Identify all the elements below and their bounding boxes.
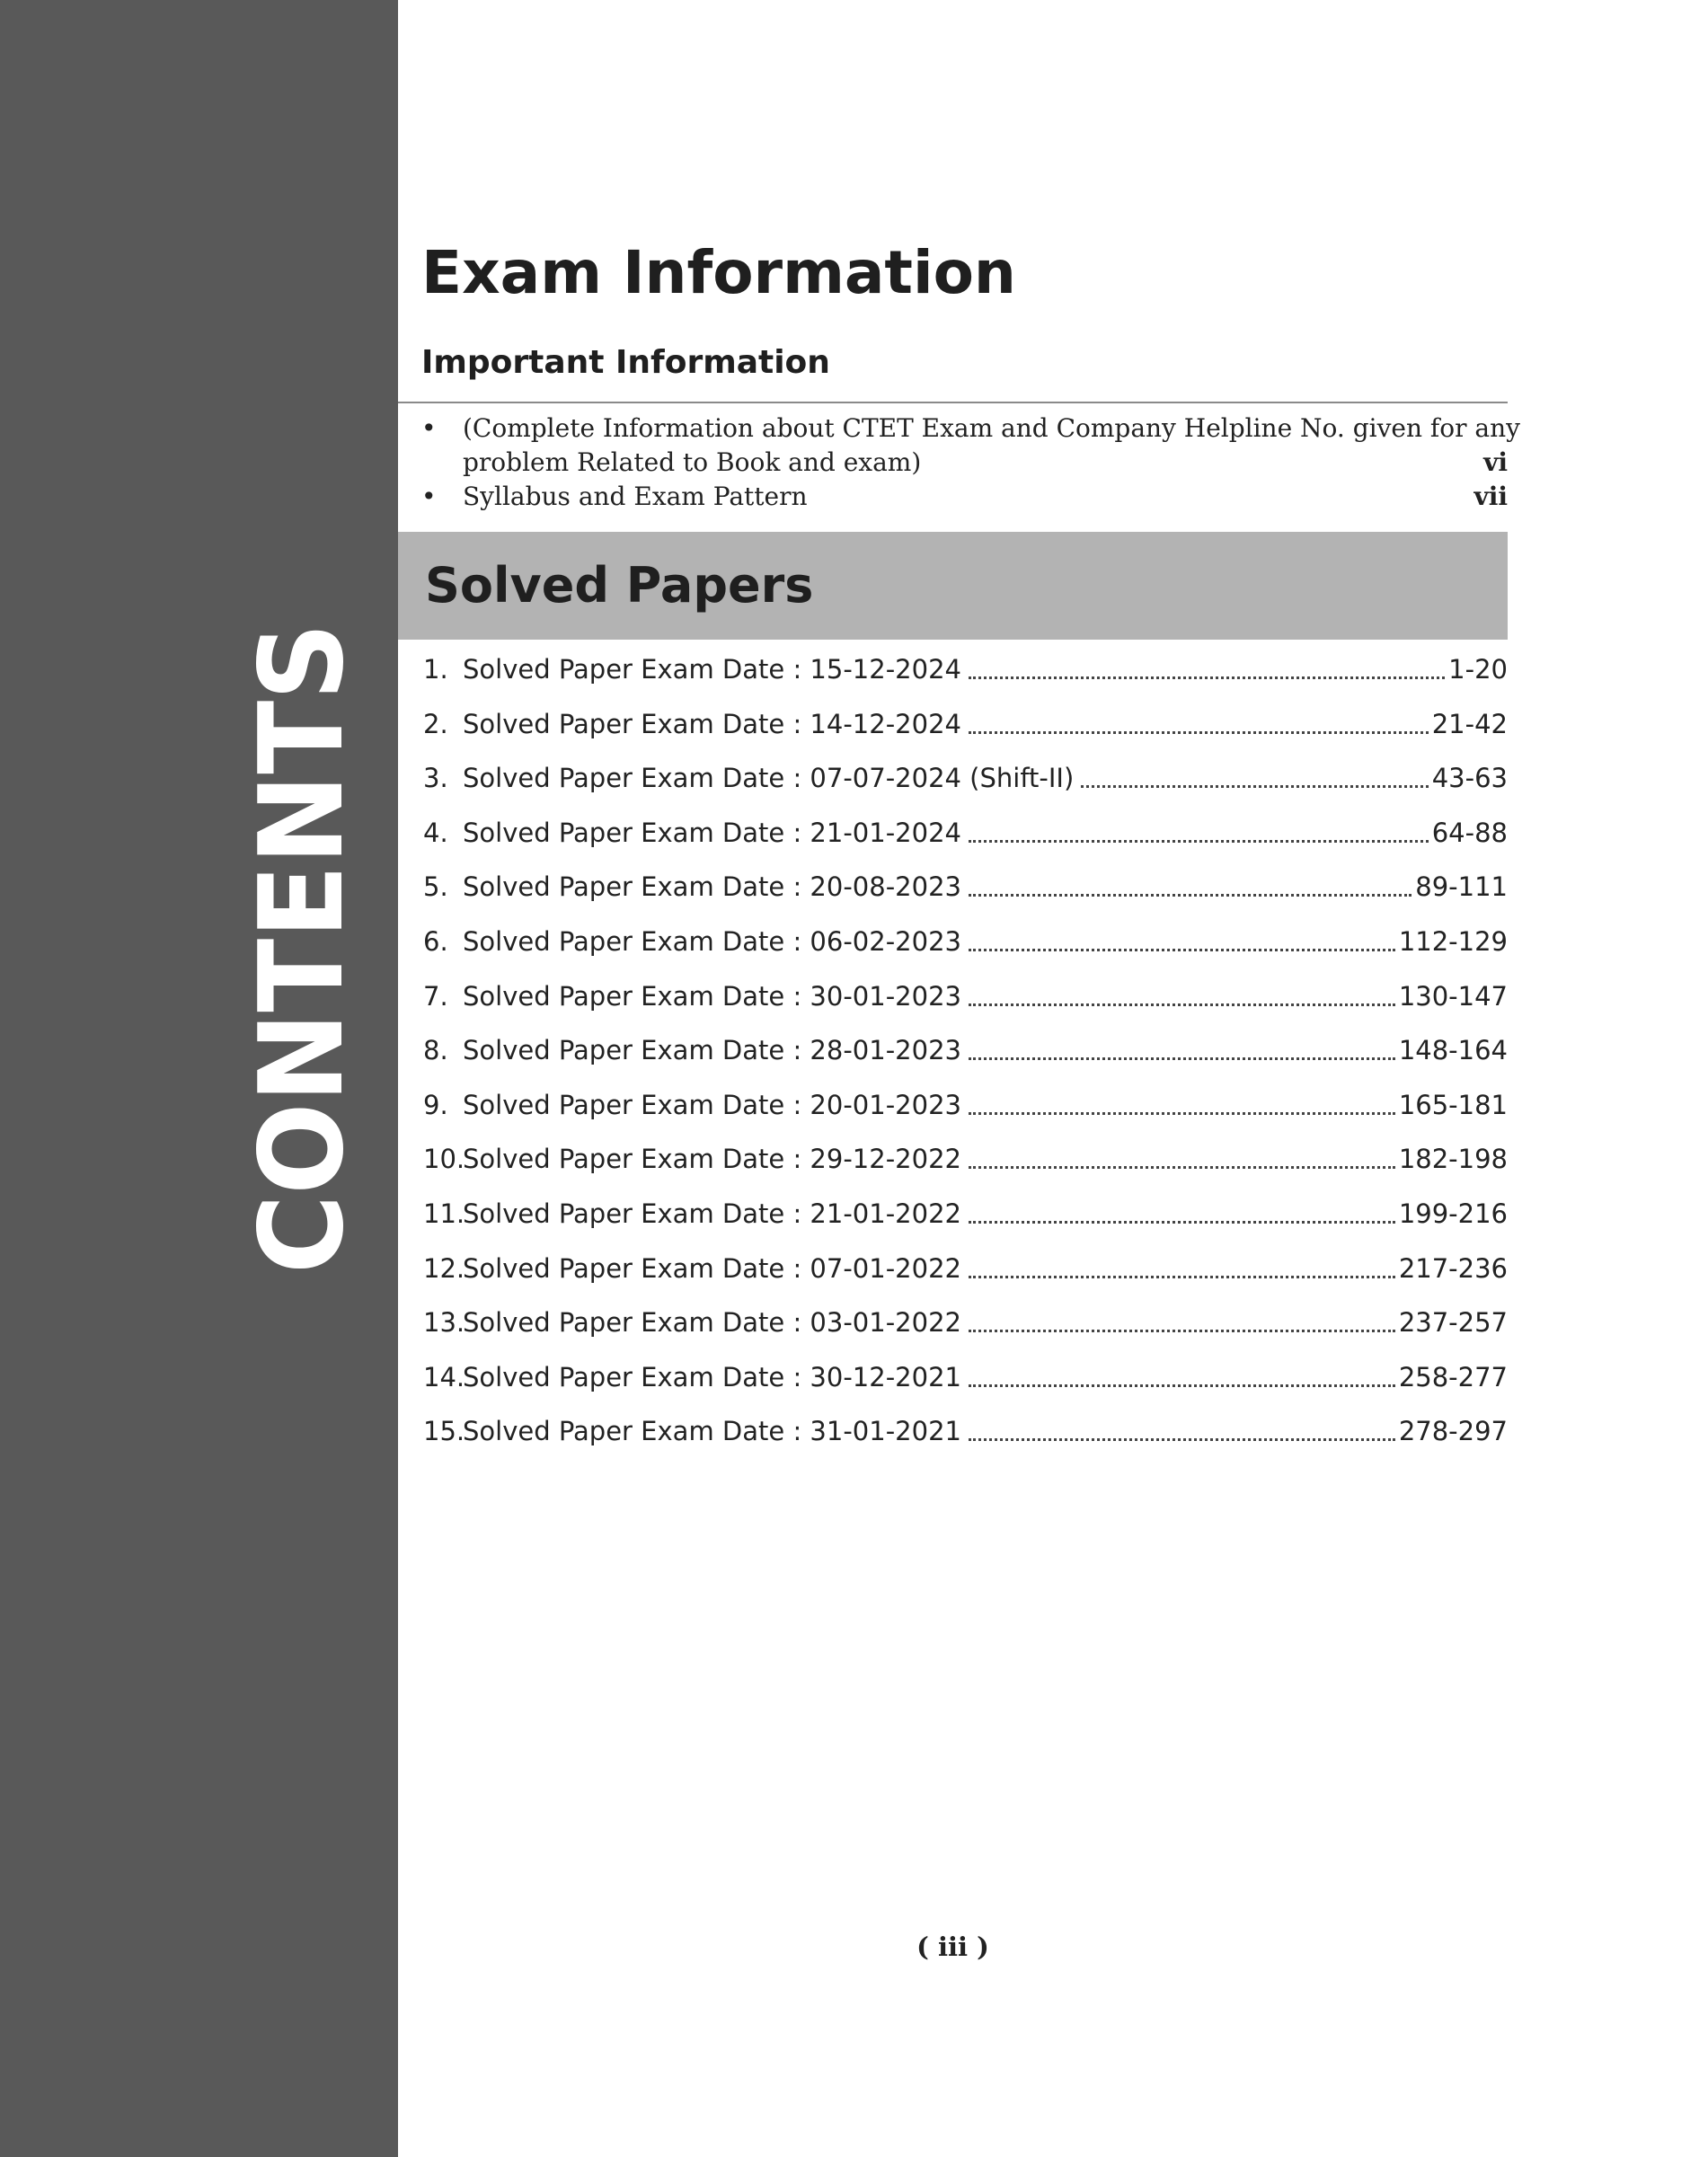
toc-entry-body	[463, 867, 1508, 906]
toc-entry-body	[463, 1303, 1508, 1342]
toc-entry-number: 2.	[423, 709, 448, 739]
toc-entry-label: Solved Paper Exam Date : 07-01-2022	[463, 1253, 961, 1284]
toc-entry-pages: 43-63	[1431, 763, 1508, 793]
toc-entry-body	[463, 1249, 1508, 1288]
exam-information-heading: Exam Information	[421, 238, 1016, 307]
toc-entry-body	[463, 704, 1508, 744]
dot-leader	[969, 1000, 1395, 1006]
dot-leader	[969, 1326, 1395, 1332]
toc-entry-pages: 130-147	[1398, 981, 1508, 1012]
solved-papers-band	[398, 532, 1508, 640]
toc-entry[interactable]	[398, 1085, 1508, 1125]
bullet-icon: •	[421, 482, 437, 511]
toc-entry-label: Solved Paper Exam Date : 07-07-2024 (Shift-II)	[463, 763, 1075, 793]
toc-entry-number: 11.	[423, 1198, 465, 1229]
toc-entry-body	[463, 1085, 1508, 1125]
toc-entry-number: 8.	[423, 1035, 448, 1065]
dot-leader	[969, 1054, 1395, 1060]
toc-entry-number: 13.	[423, 1307, 465, 1338]
dot-leader	[969, 728, 1429, 734]
dot-leader	[969, 1381, 1395, 1387]
important-information-heading: Important Information	[421, 344, 830, 381]
dot-leader	[969, 890, 1412, 897]
toc-entry-label: Solved Paper Exam Date : 14-12-2024	[463, 709, 961, 739]
toc-entry-label: Solved Paper Exam Date : 28-01-2023	[463, 1035, 961, 1065]
toc-entry-number: 1.	[423, 654, 448, 685]
toc-entry-pages: 89-111	[1415, 871, 1508, 902]
toc-entry-body	[463, 813, 1508, 853]
dot-leader	[969, 1217, 1395, 1224]
toc-entry-number: 14.	[423, 1362, 465, 1392]
toc-entry[interactable]	[398, 758, 1508, 798]
toc-entry-body	[463, 650, 1508, 689]
toc-entry-label: Solved Paper Exam Date : 03-01-2022	[463, 1307, 961, 1338]
list-item-continuation	[398, 446, 1508, 480]
toc-entry-label: Solved Paper Exam Date : 21-01-2022	[463, 1198, 961, 1229]
page-number: ( iii )	[916, 1932, 989, 1962]
toc-entry-body	[463, 1194, 1508, 1233]
toc-entry-pages: 165-181	[1398, 1090, 1508, 1120]
toc-entry-pages: 217-236	[1398, 1253, 1508, 1284]
toc-entry-number: 5.	[423, 871, 448, 902]
info-item-text: problem Related to Book and exam)	[463, 447, 922, 477]
toc-entry-body	[463, 1411, 1508, 1451]
toc-entry-number: 15.	[423, 1416, 465, 1446]
contents-vertical-title: CONTENTS	[235, 580, 369, 1274]
toc-entry-label: Solved Paper Exam Date : 20-01-2023	[463, 1090, 961, 1120]
toc-entry-number: 7.	[423, 981, 448, 1012]
toc-entry-pages: 258-277	[1398, 1362, 1508, 1392]
dot-leader	[969, 1435, 1395, 1441]
toc-entry-label: Solved Paper Exam Date : 29-12-2022	[463, 1144, 961, 1174]
toc-entry-pages: 182-198	[1398, 1144, 1508, 1174]
list-item	[398, 411, 1520, 446]
dot-leader	[1081, 782, 1428, 788]
toc-entry[interactable]	[398, 1303, 1508, 1342]
toc-entry-body	[463, 977, 1508, 1016]
toc-entry-pages: 199-216	[1398, 1198, 1508, 1229]
toc-entry[interactable]	[398, 1249, 1508, 1288]
toc-entry-body	[463, 1030, 1508, 1070]
toc-entry-pages: 64-88	[1431, 818, 1508, 848]
section-divider	[398, 402, 1508, 403]
toc-entry-pages: 112-129	[1398, 926, 1508, 957]
toc-entry-body	[463, 1357, 1508, 1397]
toc-entry-label: Solved Paper Exam Date : 30-12-2021	[463, 1362, 961, 1392]
toc-entry-pages: 237-257	[1398, 1307, 1508, 1338]
info-item-page: vii	[1473, 482, 1508, 511]
toc-entry[interactable]	[398, 867, 1508, 906]
toc-entry[interactable]	[398, 1194, 1508, 1233]
toc-entry-label: Solved Paper Exam Date : 21-01-2024	[463, 818, 961, 848]
toc-entry-label: Solved Paper Exam Date : 31-01-2021	[463, 1416, 961, 1446]
toc-entry-number: 4.	[423, 818, 448, 848]
toc-entry-pages: 278-297	[1398, 1416, 1508, 1446]
toc-entry-label: Solved Paper Exam Date : 15-12-2024	[463, 654, 961, 685]
toc-entry[interactable]	[398, 922, 1508, 961]
toc-entry-number: 3.	[423, 763, 448, 793]
toc-entry-body	[463, 758, 1508, 798]
toc-entry-number: 12.	[423, 1253, 465, 1284]
toc-entry-body	[463, 1139, 1508, 1179]
toc-entry[interactable]	[398, 704, 1508, 744]
sidebar-title	[0, 0, 398, 2157]
toc-entry-number: 9.	[423, 1090, 448, 1120]
toc-entry-label: Solved Paper Exam Date : 06-02-2023	[463, 926, 961, 957]
toc-entry-label: Solved Paper Exam Date : 30-01-2023	[463, 981, 961, 1012]
toc-entry-pages: 1-20	[1448, 654, 1508, 685]
info-item-page: vi	[1483, 447, 1508, 477]
important-info-list	[398, 411, 1520, 514]
toc-entry[interactable]	[398, 1357, 1508, 1397]
solved-papers-heading: Solved Papers	[425, 557, 814, 614]
toc-entry[interactable]	[398, 813, 1508, 853]
toc-entry-pages: 21-42	[1431, 709, 1508, 739]
toc-entry[interactable]	[398, 977, 1508, 1016]
list-item	[398, 480, 1508, 514]
toc-entry-number: 10.	[423, 1144, 465, 1174]
bullet-icon: •	[421, 413, 437, 443]
info-item-text: Syllabus and Exam Pattern	[463, 482, 808, 511]
toc-entry-pages: 148-164	[1398, 1035, 1508, 1065]
info-item-text: (Complete Information about CTET Exam and Company Helpline No. given for any	[463, 413, 1520, 443]
dot-leader	[969, 836, 1429, 843]
toc-entry-number: 6.	[423, 926, 448, 957]
toc-entry[interactable]	[398, 1030, 1508, 1070]
dot-leader	[969, 945, 1395, 951]
dot-leader	[969, 1162, 1395, 1169]
dot-leader	[969, 1272, 1395, 1278]
toc-entry[interactable]	[398, 1139, 1508, 1179]
toc-entry-label: Solved Paper Exam Date : 20-08-2023	[463, 871, 961, 902]
dot-leader	[969, 673, 1445, 679]
toc-entry[interactable]	[398, 1411, 1508, 1451]
toc-entry-body	[463, 922, 1508, 961]
dot-leader	[969, 1109, 1395, 1115]
toc-entry[interactable]	[398, 650, 1508, 689]
